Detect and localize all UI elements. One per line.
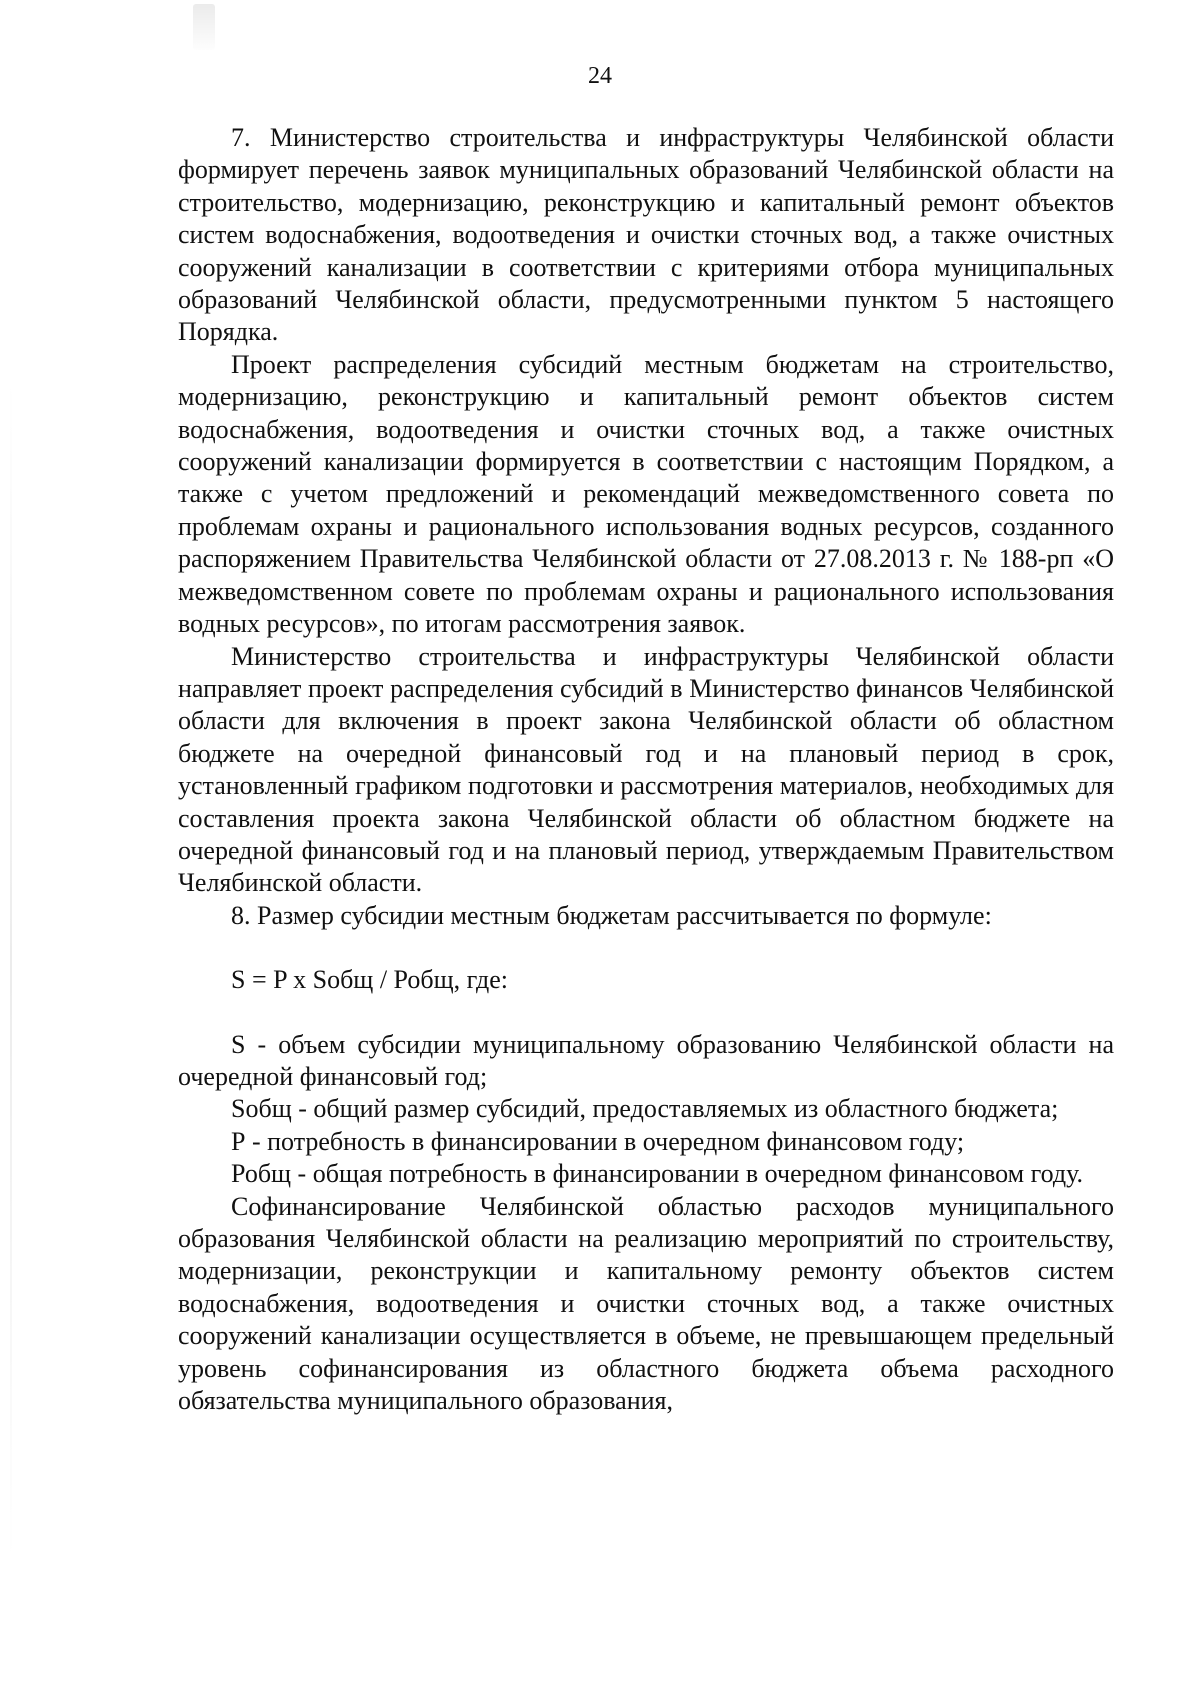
subsidy-formula: S = P x Sобщ / Робщ, где: xyxy=(231,965,508,995)
page-number: 24 xyxy=(588,63,612,89)
definition-p-total: Робщ - общая потребность в финансировании в очередном финансовом году. xyxy=(231,1159,1084,1189)
scan-edge-shadow xyxy=(10,380,12,1560)
paragraph-item-7: 7. Министерство строительства и инфраструктуры Челябинской области формирует перечень заявок муниципальных образований Челябинской области на строительство, модернизацию, реконструкцию и капитальный ремонт объектов систем водоснабжения, водоотведения и очистки сточных вод, а также очистных сооружений канализации в соответствии с критериями отбора муниципальных образований Челябинской области, предусмотренными пунктом 5 настоящего Порядка. xyxy=(178,123,1114,347)
paragraph-item-8: 8. Размер субсидии местным бюджетам рассчитывается по формуле: xyxy=(231,900,992,930)
scan-artifact xyxy=(193,4,215,50)
spacer xyxy=(178,932,1114,964)
paragraph-ministry-submission: Министерство строительства и инфраструктуры Челябинской области направляет проект распределения субсидий в Министерство финансов Челябинской области для включения в проект закона Челябинской области об областном бюджете на очередной финансовый год и на плановый период в срок, установленный графиком подготовки и рассмотрения материалов, необходимых для составления проекта закона Челябинской области об областном бюджете на очередной финансовый год и на плановый период, утверждаемым Правительством Челябинской области. xyxy=(178,641,1114,898)
definition-s: S - объем субсидии муниципальному образованию Челябинской области на очередной финансовый год; xyxy=(178,1029,1114,1091)
definition-s-total: Sобщ - общий размер субсидий, предоставляемых из областного бюджета; xyxy=(231,1094,1059,1124)
definition-p: Р - потребность в финансировании в очередном финансовом году; xyxy=(231,1126,965,1156)
spacer xyxy=(178,997,1114,1029)
document-body xyxy=(178,122,1114,1417)
paragraph-distribution-project: Проект распределения субсидий местным бюджетам на строительство, модернизацию, реконструкцию и капитальный ремонт объектов систем водоснабжения, водоотведения и очистки сточных вод, а также очистных сооружений канализации формируется в соответствии с настоящим Порядком, а также с учетом предложений и рекомендаций межведомственного совета по проблемам охраны и рационального использования водных ресурсов, созданного распоряжением Правительства Челябинской области от 27.08.2013 г. № 188-рп «О межведомственном совете по проблемам охраны и рационального использования водных ресурсов», по итогам рассмотрения заявок. xyxy=(178,349,1114,639)
paragraph-cofinancing: Софинансирование Челябинской областью расходов муниципального образования Челябинской области на реализацию мероприятий по строительству, модернизации, реконструкции и капитальному ремонту объектов систем водоснабжения, водоотведения и очистки сточных вод, а также очистных сооружений канализации осуществляется в объеме, не превышающем предельный уровень софинансирования из областного бюджета объема расходного обязательства муниципального образования, xyxy=(178,1191,1114,1416)
